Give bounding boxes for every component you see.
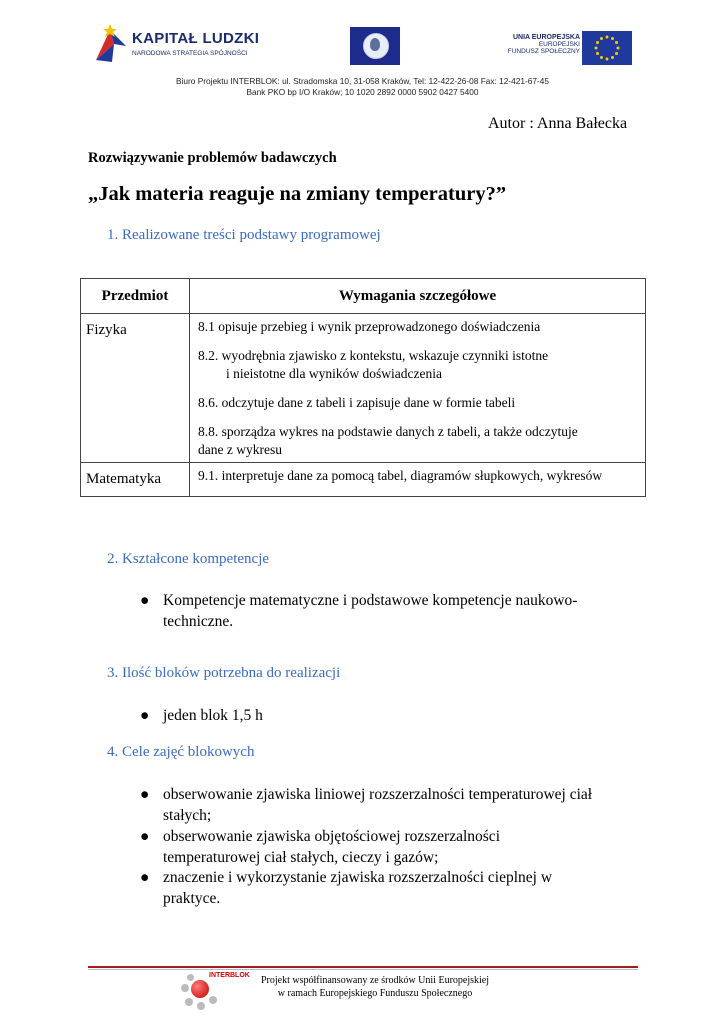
requirement-item: [198, 423, 638, 459]
list-item-text: obserwowanie zjawiska liniowej rozszerzalności temperaturowej ciał: [163, 786, 593, 803]
requirement-text: 8.2. wyodrębnia zjawisko z kontekstu, wskazuje czynniki istotne: [198, 348, 549, 363]
bullet-icon: ●: [140, 592, 150, 609]
requirements-cell: [190, 463, 646, 497]
interblok-logo: [177, 972, 250, 1010]
bullet-icon: ●: [140, 786, 150, 803]
interblok-ball-icon: [191, 980, 209, 998]
list-item-text: znaczenie i wykorzystanie zjawiska rozszerzalności cieplnej w: [163, 869, 553, 886]
interblok-label: INTERBLOK: [209, 972, 250, 979]
list-item-text: obserwowanie zjawiska objętościowej rozszerzalności: [163, 828, 500, 845]
kapital-ludzki-subtitle: NARODOWA STRATEGIA SPÓJNOŚCI: [132, 50, 248, 57]
header-subject: Przedmiot: [81, 279, 190, 314]
requirement-item: [198, 394, 638, 412]
list-item-text: temperaturowej ciał stałych, cieczy i gazów;: [163, 849, 439, 866]
section-heading-4: 4. Cele zajęć blokowych: [107, 744, 255, 760]
footer-text: [255, 974, 495, 1000]
requirements-cell: [190, 314, 646, 463]
requirement-text: 9.1. interpretuje dane za pomocą tabel, diagramów słupkowych, wykresów: [198, 468, 603, 483]
bullet-icon: ●: [140, 828, 150, 845]
eu-flag-icon: [582, 31, 632, 65]
requirement-text: 8.8. sporządza wykres na podstawie danych z tabeli, a także odczytuje: [198, 424, 578, 439]
footer-divider-thin: [88, 969, 638, 970]
requirement-text: dane z wykresu: [198, 442, 282, 457]
footer-line2: w ramach Europejskiego Funduszu Społecznego: [277, 988, 473, 999]
bullet-icon: ●: [140, 869, 150, 886]
requirement-text: i nieistotne dla wyników doświadczenia: [226, 366, 442, 381]
section-heading-2: 2. Kształcone kompetencje: [107, 551, 270, 567]
doc-subtitle: Rozwiązywanie problemów badawczych: [88, 150, 337, 166]
requirement-text: 8.1 opisuje przebieg i wynik przeprowadzonego doświadczenia: [198, 319, 541, 334]
eu-line1: UNIA EUROPEJSKA: [512, 34, 580, 41]
kapital-ludzki-logo: [92, 22, 262, 68]
table-row: [81, 314, 646, 463]
list-item-text: Kompetencje matematyczne i podstawowe kompetencje naukowo-: [163, 592, 578, 609]
footer-line1: Projekt współfinansowany ze środków Unii Europejskiej: [260, 975, 490, 986]
requirement-text: 8.6. odczytuje dane z tabeli i zapisuje dane w formie tabeli: [198, 395, 516, 410]
requirements-table: [80, 278, 646, 497]
bullet-icon: ●: [140, 707, 150, 724]
list-item: [140, 867, 640, 911]
list-item: [140, 826, 640, 870]
eu-line3: FUNDUSZ SPOŁECZNY: [507, 48, 580, 55]
subject-cell: Fizyka: [81, 314, 190, 463]
doc-title: „Jak materia reaguje na zmiany temperatury?”: [88, 183, 507, 205]
list-item-text: stałych;: [163, 807, 212, 824]
header-requirements: Wymagania szczegółowe: [190, 279, 646, 314]
requirement-item: [198, 318, 638, 336]
kapital-ludzki-flag-icon: [92, 22, 128, 64]
list-item: [140, 705, 640, 727]
eu-line2: EUROPEJSKI: [538, 41, 580, 48]
section-heading-1: 1. Realizowane treści podstawy programowej: [107, 227, 381, 243]
requirement-item: [198, 347, 638, 383]
footer-divider: [88, 966, 638, 968]
portrait-emblem-icon: [350, 27, 400, 65]
section-heading-3: 3. Ilość bloków potrzebna do realizacji: [107, 665, 341, 681]
list-item: [140, 590, 640, 634]
table-header-row: [81, 279, 646, 314]
author: Autor : Anna Bałecka: [488, 115, 628, 132]
list-item: [140, 784, 640, 828]
kapital-ludzki-title: KAPITAŁ LUDZKI: [132, 30, 260, 47]
table-row: [81, 463, 646, 497]
list-item-text: praktyce.: [163, 890, 221, 907]
eu-logo-text: [500, 34, 580, 55]
subject-cell: Matematyka: [81, 463, 190, 497]
header-address: Biuro Projektu INTERBLOK: ul. Stradomska 10, 31-058 Kraków, Tel: 12-422-26-08 Fax: 12-421-67-45: [176, 76, 549, 86]
list-item-text: techniczne.: [163, 613, 234, 630]
list-item-text: jeden blok 1,5 h: [163, 707, 263, 724]
header-bank: Bank PKO bp I/O Kraków; 10 1020 2892 0000 5902 0427 5400: [246, 87, 479, 97]
